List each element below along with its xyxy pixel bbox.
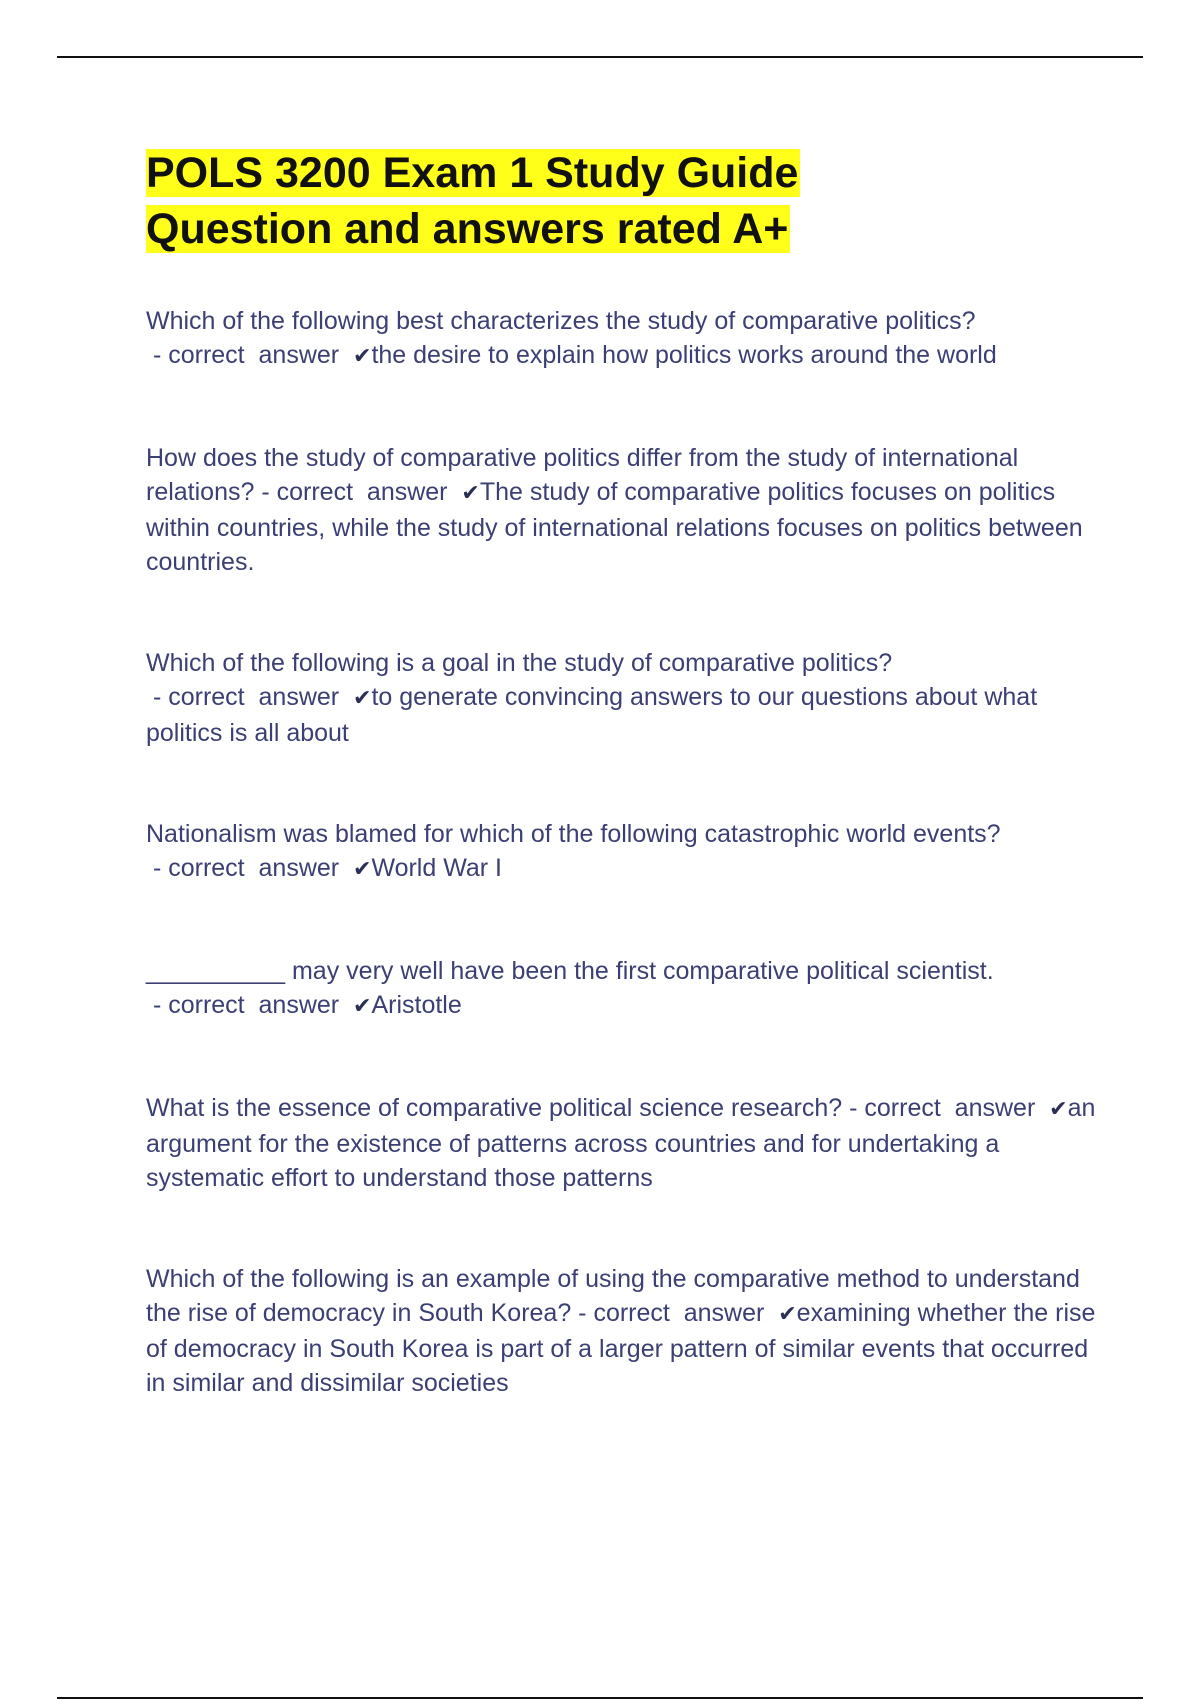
title-line-1: POLS 3200 Exam 1 Study Guide — [146, 149, 799, 197]
document-body — [146, 145, 1096, 1467]
qa-item — [146, 817, 1096, 887]
check-icon: ✔ — [353, 994, 372, 1019]
document-title — [146, 145, 1096, 257]
bottom-rule — [57, 1697, 1143, 1699]
answer-prefix: - correct answer — [842, 1094, 1050, 1122]
check-icon: ✔ — [353, 857, 372, 882]
top-rule — [57, 56, 1143, 58]
answer-text: The study of comparative politics focuses on politics within countries, while the study of international relations focuses on politics between countries. — [146, 478, 1083, 576]
answer-text: World War I — [371, 854, 503, 882]
check-icon: ✔ — [353, 344, 372, 369]
answer-text: an argument for the existence of patterns across countries and for undertaking a systematic effort to understand those patterns — [146, 1094, 1096, 1192]
question-text: What is the essence of comparative political science research? — [146, 1094, 843, 1122]
qa-item — [146, 441, 1096, 579]
answer-prefix: - correct answer — [254, 478, 462, 506]
qa-list — [146, 304, 1096, 1400]
check-icon: ✔ — [1049, 1097, 1068, 1122]
answer-prefix: - correct answer — [571, 1299, 779, 1327]
question-text: Which of the following is an example of using the comparative method to understand the rise of democracy in South Korea? — [146, 1265, 1080, 1327]
check-icon: ✔ — [778, 1302, 797, 1327]
question-text: Nationalism was blamed for which of the following catastrophic world events? — [146, 820, 1001, 848]
question-text: __________ may very well have been the first comparative political scientist. — [146, 957, 994, 985]
answer-prefix: - correct answer — [146, 683, 353, 711]
title-line-2: Question and answers rated A+ — [146, 205, 789, 253]
answer-text: the desire to explain how politics works around the world — [371, 341, 997, 369]
answer-text: to generate convincing answers to our questions about what politics is all about — [146, 683, 1038, 747]
answer-prefix: - correct answer — [146, 341, 353, 369]
check-icon: ✔ — [353, 686, 372, 711]
answer-prefix: - correct answer — [146, 854, 353, 882]
qa-item — [146, 954, 1096, 1024]
answer-text: Aristotle — [371, 991, 462, 1019]
question-text: How does the study of comparative politics differ from the study of international relations? — [146, 444, 1019, 506]
question-text: Which of the following is a goal in the study of comparative politics? — [146, 649, 893, 677]
qa-item — [146, 1262, 1096, 1400]
answer-text: examining whether the rise of democracy in South Korea is part of a larger pattern of similar events that occurred in similar and dissimilar societies — [146, 1299, 1096, 1397]
check-icon: ✔ — [461, 481, 480, 506]
answer-prefix: - correct answer — [146, 991, 353, 1019]
qa-item — [146, 1091, 1096, 1195]
question-text: Which of the following best characterizes the study of comparative politics? — [146, 307, 976, 335]
qa-item — [146, 646, 1096, 750]
qa-item — [146, 304, 1096, 374]
